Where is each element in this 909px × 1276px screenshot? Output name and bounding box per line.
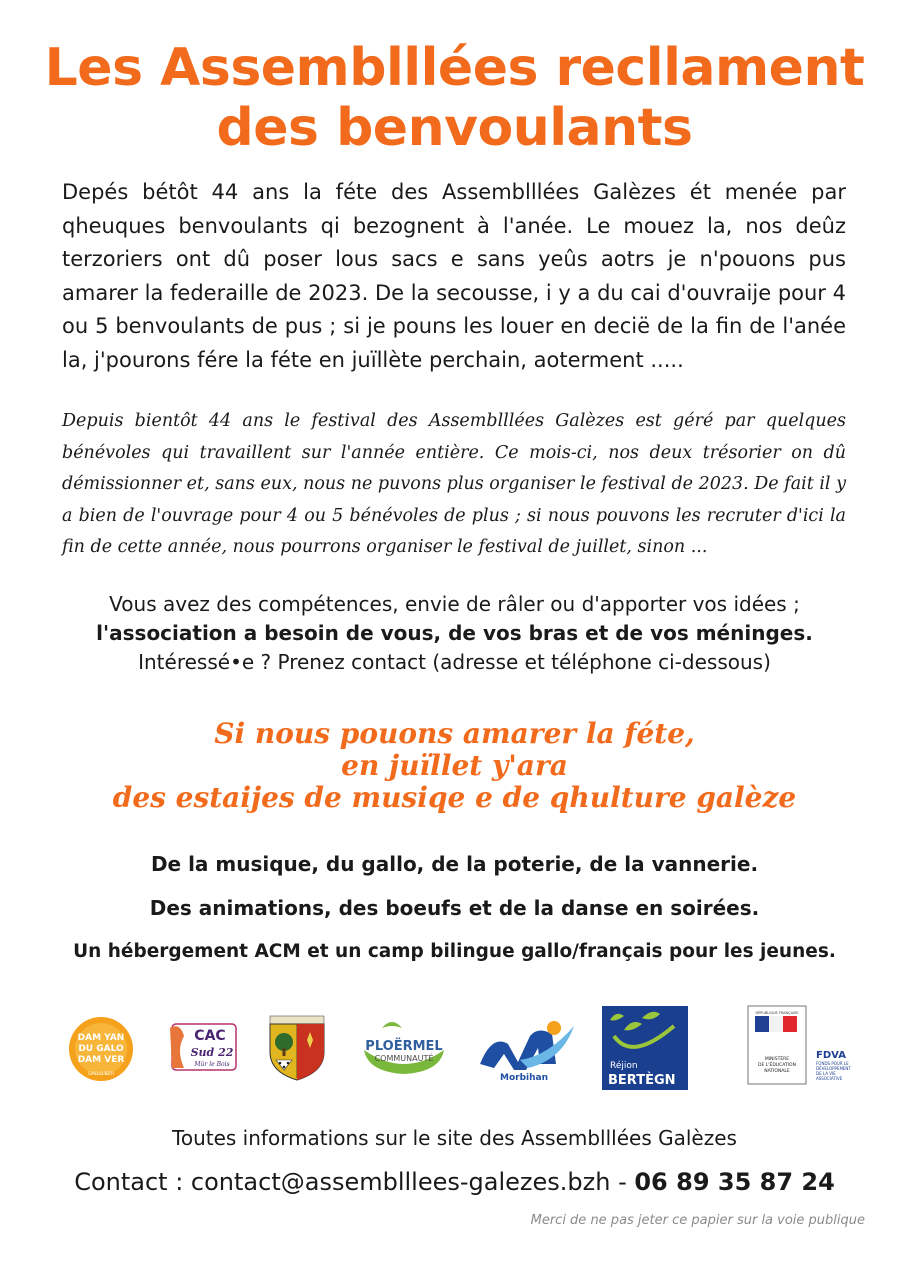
contact-info [0, 1164, 909, 1200]
slogan-line-1: Si nous pouons amarer la féte, [214, 717, 695, 750]
region-line-2: BERTÈGN [608, 1073, 676, 1088]
cac-name: CAC [194, 1028, 226, 1044]
appeal-line-1: Vous avez des compétences, envie de râler ou d'apporter vos idées ; [109, 592, 800, 616]
activity-item: Un hébergement ACM et un camp bilingue gallo/français pour les jeunes. [73, 941, 836, 962]
french-paragraph: Depuis bientôt 44 ans le festival des Assemblllées Galèzes est géré par quelques bénévoles qui travaillent sur l'année entière. Ce mois-ci, nos deux trésorier on dû démissionner et, sans eux, nous ne puvons plus organiser le festival de 2023. De fait il y a bien de l'ouvrage pour 4 ou 5 bénévoles de plus ; si nous pouvons les recruter d'ici la fin de cette année, nous pourrons organiser le festival de juillet, sinon ... [62, 411, 846, 557]
ministry-line-1: MINISTÈRE [764, 1057, 790, 1062]
dam-yan-line-1: DAM YAN [77, 1033, 125, 1043]
ministry-line-2: DE L'ÉDUCATION [758, 1063, 796, 1068]
ploermel-line-2: COMMUNAUTÉ [374, 1054, 434, 1063]
appeal-line-3: Intéressé•e ? Prenez contact (adresse et téléphone ci-dessous) [138, 650, 771, 674]
dam-yan-sub: GALLO.BZH [88, 1072, 114, 1077]
gallo-paragraph: Depés bétôt 44 ans la féte des Assemblllées Galèzes ét menée par qheuques benvoulants qi bezognent à l'anée. Le mouez la, nos deûz terzoriers ont dû poser lous sacs e sans yeûs aotrs je n'pouons pus amarer la federaille de 2023. De la secousse, i y a du cai d'ouvraije pour 4 ou 5 benvoulants de pus ; si je pouns les louer en decië de la fin de l'anée la, j'pourons fére la féte en juïllète perchain, aoterment ..... [62, 180, 846, 372]
title-line-1: Les Assemblllées recllament [44, 38, 865, 98]
partner-logos [0, 1002, 909, 1098]
slogan-line-3: des estaijes de musiqe e de qhulture galèze [112, 781, 797, 814]
volunteer-appeal [0, 590, 909, 677]
ministry-line-3: NATIONALE [764, 1069, 790, 1074]
fdva-line-4: ASSOCIATIVE [816, 1076, 843, 1081]
dam-yan-line-3: DAM VER [77, 1055, 125, 1065]
activity-item: De la musique, du gallo, de la poterie, de la vannerie. [150, 852, 759, 876]
festival-slogan [0, 718, 909, 814]
region-bretagne-logo [602, 1006, 688, 1090]
footer-note: Merci de ne pas jeter ce papier sur la voie publique [530, 1213, 865, 1228]
ministere-fdva-logo [746, 1004, 864, 1088]
coat-of-arms-icon [266, 1014, 328, 1082]
cac-sub: Sud 22 [190, 1046, 234, 1059]
fdva-name: FDVA [816, 1050, 846, 1061]
website-info: Toutes informations sur le site des Assemblllées Galèzes [172, 1126, 737, 1150]
contact-email: Contact : contact@assemblllees-galezes.bzh - [74, 1168, 635, 1196]
dam-yan-line-2: DU GALO [78, 1044, 124, 1054]
ploermel-communaute-logo [356, 1016, 452, 1078]
cac-sud-22-logo [166, 1020, 240, 1074]
poster-title [0, 38, 909, 158]
ministry-header: RÉPUBLIQUE FRANÇAISE [755, 1011, 799, 1015]
title-line-2: des benvoulants [216, 98, 693, 158]
fdva-line-3: DE LA VIE [816, 1071, 836, 1076]
slogan-line-2: en juïllet y'ara [341, 749, 568, 782]
dam-yan-du-galo-logo [68, 1016, 134, 1082]
activities-list [0, 842, 909, 974]
morbihan-name: Morbihan [500, 1073, 548, 1082]
fdva-line-1: FONDS POUR LE [816, 1061, 849, 1066]
activity-item: Des animations, des boeufs et de la danse en soirées. [149, 896, 760, 920]
appeal-line-2: l'association a besoin de vous, de vos bras et de vos méninges. [96, 621, 813, 645]
fdva-line-2: DÉVELOPPEMENT [816, 1066, 851, 1071]
morbihan-logo [478, 1016, 576, 1082]
region-line-1: Réjion [610, 1061, 638, 1071]
contact-phone: 06 89 35 87 24 [634, 1168, 835, 1196]
cac-tag: Mûr le Bois [194, 1061, 230, 1068]
ploermel-line-1: PLOËRMEL [365, 1039, 443, 1054]
